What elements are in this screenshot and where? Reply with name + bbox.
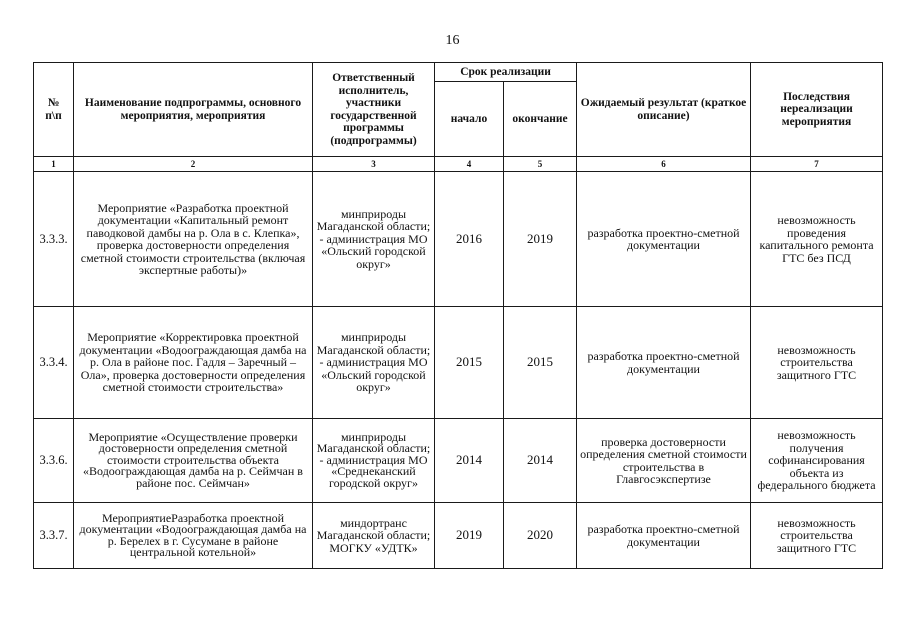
row-number: 3.3.3. [34,172,74,307]
row-consequences: невозможность получения софинансирования объекта из федерального бюджета [751,419,883,503]
column-number: 7 [751,157,883,172]
row-start: 2016 [435,172,504,307]
column-number: 5 [504,157,577,172]
row-responsible: минприроды Магаданской области; - администрация МО «Ольский городской округ» [313,307,435,419]
table-row [34,419,883,503]
row-result: разработка проектно-сметной документации [577,503,751,569]
column-number: 6 [577,157,751,172]
header-responsible: Ответственный исполнитель, участники государственной программы (подпрограммы) [313,63,435,157]
table-row [34,172,883,307]
column-numbers-row [34,157,883,172]
measures-table [33,62,883,569]
row-number: 3.3.6. [34,419,74,503]
row-number: 3.3.4. [34,307,74,419]
header-result: Ожидаемый результат (краткое описание) [577,63,751,157]
table-row [34,307,883,419]
header-name: Наименование подпрограммы, основного мероприятия, мероприятия [74,63,313,157]
row-name: Мероприятие «Разработка проектной документации «Капитальный ремонт паводковой дамбы на р. Ола в с. Клепка», проверка достоверности определения сметной стоимости строительства (включая экспертные работы)» [74,172,313,307]
row-consequences: невозможность строительства защитного ГТС [751,503,883,569]
row-name: МероприятиеРазработка проектной документации «Водоограждающая дамба на р. Берелех в г. Сусумане в районе центральной котельной» [74,503,313,569]
row-result: разработка проектно-сметной документации [577,172,751,307]
row-start: 2015 [435,307,504,419]
row-end: 2019 [504,172,577,307]
header-end: окончание [504,82,577,157]
row-consequences: невозможность проведения капитального ремонта ГТС без ПСД [751,172,883,307]
page-number: 16 [445,33,460,48]
column-number: 1 [34,157,74,172]
column-number: 2 [74,157,313,172]
header-period: Срок реализации [435,63,577,82]
column-number: 4 [435,157,504,172]
table-row [34,503,883,569]
header-consequences: Последствия нереализации мероприятия [751,63,883,157]
row-name: Мероприятие «Осуществление проверки достоверности определения сметной стоимости строительства объекта «Водоограждающая дамба на р. Сеймчан в районе пос. Сеймчан» [74,419,313,503]
row-number: 3.3.7. [34,503,74,569]
row-start: 2014 [435,419,504,503]
row-result: разработка проектно-сметной документации [577,307,751,419]
header-num: № п\п [34,63,74,157]
row-end: 2015 [504,307,577,419]
row-responsible: минприроды Магаданской области; - администрация МО «Среднеканский городской округ» [313,419,435,503]
column-number: 3 [313,157,435,172]
row-end: 2020 [504,503,577,569]
row-name: Мероприятие «Корректировка проектной документации «Водоограждающая дамба на р. Ола в районе пос. Гадля – Заречный – Ола», проверка достоверности определения сметной стоимости строительства» [74,307,313,419]
row-end: 2014 [504,419,577,503]
row-result: проверка достоверности определения сметной стоимости строительства в Главгосэкспертизе [577,419,751,503]
row-responsible: минприроды Магаданской области; - администрация МО «Ольский городской округ» [313,172,435,307]
row-consequences: невозможность строительства защитного ГТС [751,307,883,419]
row-start: 2019 [435,503,504,569]
header-start: начало [435,82,504,157]
row-responsible: миндортранс Магаданской области; МОГКУ «УДТК» [313,503,435,569]
